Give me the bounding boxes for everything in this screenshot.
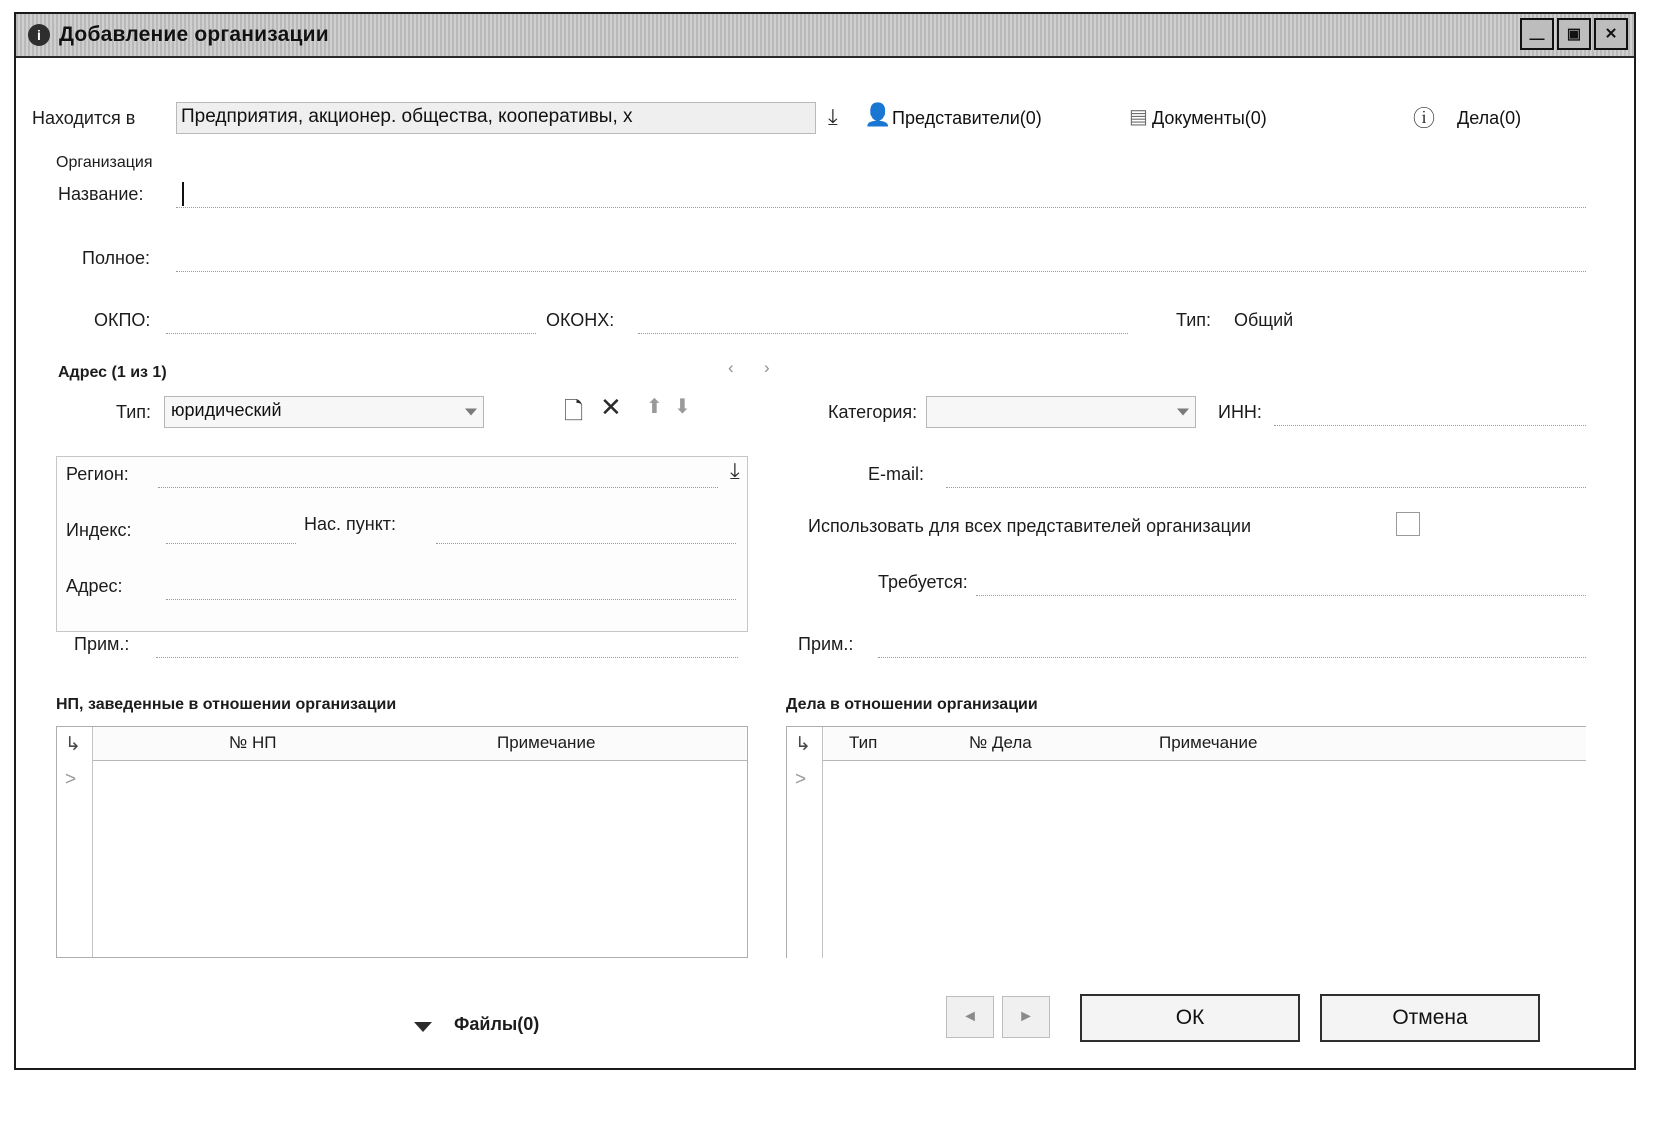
address-group-label: Адрес (1 из 1) xyxy=(58,364,167,381)
chevron-down-icon xyxy=(465,409,477,416)
document-icon[interactable]: ▤ xyxy=(1129,106,1148,128)
address-type-value: юридический xyxy=(171,400,282,420)
cases-grid-header xyxy=(787,727,1586,761)
files-label[interactable]: Файлы(0) xyxy=(454,1014,540,1034)
address-prev-button[interactable]: ‹ xyxy=(728,358,734,377)
contacts-note-label: Прим.: xyxy=(798,634,854,654)
documents-link[interactable]: Документы(0) xyxy=(1152,108,1267,128)
dialog-content xyxy=(16,58,1634,1068)
cancel-button[interactable]: Отмена xyxy=(1320,994,1540,1042)
representatives-link[interactable]: Представители(0) xyxy=(892,108,1042,128)
ok-button[interactable]: ОК xyxy=(1080,994,1300,1042)
person-icon[interactable]: 👤 xyxy=(864,102,892,127)
inn-input[interactable] xyxy=(1274,398,1586,426)
np-grid[interactable] xyxy=(56,726,748,958)
address-type-combo[interactable] xyxy=(164,396,484,428)
org-name-label: Название: xyxy=(58,184,144,204)
pick-from-list-icon-region[interactable]: ⤓ xyxy=(730,458,740,483)
org-type-value[interactable]: Общий xyxy=(1234,310,1294,330)
np-grid-title: НП, заведенные в отношении организации xyxy=(56,696,397,713)
region-input[interactable] xyxy=(158,460,718,488)
info-circle-icon-cases[interactable]: ⓘ xyxy=(1413,106,1436,131)
dialog-window xyxy=(14,12,1636,1070)
cases-grid-col-2: Примечание xyxy=(1159,733,1258,752)
use-for-all-label: Использовать для всех представителей организации xyxy=(808,516,1252,536)
text-caret xyxy=(182,182,184,206)
window-controls xyxy=(1520,18,1628,50)
maximize-button[interactable] xyxy=(1557,18,1591,50)
expand-row-icon-cases[interactable]: > xyxy=(795,769,807,790)
located-in-field[interactable]: Предприятия, акционер. общества, кооперативы, х xyxy=(176,102,816,134)
address-note-input[interactable] xyxy=(156,630,738,658)
cases-grid[interactable] xyxy=(786,726,1586,958)
address-next-button[interactable]: › xyxy=(764,358,770,377)
address-type-label: Тип: xyxy=(116,402,152,422)
np-grid-gutter xyxy=(57,727,93,957)
np-grid-col-1: Примечание xyxy=(497,733,596,752)
chevron-down-icon-category xyxy=(1177,409,1189,416)
move-up-icon[interactable]: ⬆ xyxy=(646,396,663,418)
category-label: Категория: xyxy=(828,402,918,422)
cases-grid-col-1: № Дела xyxy=(969,733,1032,752)
okonh-label: ОКОНХ: xyxy=(546,310,615,330)
org-full-label: Полное: xyxy=(82,248,151,268)
okonh-input[interactable] xyxy=(638,306,1128,334)
prev-page-button[interactable]: ◄ xyxy=(946,996,994,1038)
window-title: Добавление организации xyxy=(59,23,329,46)
close-button[interactable] xyxy=(1594,18,1628,50)
required-input[interactable] xyxy=(976,568,1586,596)
minimize-icon: — xyxy=(1529,30,1545,48)
settlement-input[interactable] xyxy=(436,516,736,544)
expand-row-icon-np[interactable]: > xyxy=(65,769,77,790)
add-record-icon[interactable]: 🗋 xyxy=(564,398,584,425)
org-full-input[interactable] xyxy=(176,244,1586,272)
np-grid-col-0: № НП xyxy=(229,733,277,752)
index-input[interactable] xyxy=(166,516,296,544)
minimize-button[interactable] xyxy=(1520,18,1554,50)
organization-group-label: Организация xyxy=(56,154,153,171)
add-record-icon-np[interactable]: ↳ xyxy=(65,734,81,755)
move-down-icon[interactable]: ⬇ xyxy=(674,396,691,418)
contacts-note-input[interactable] xyxy=(878,630,1586,658)
region-label: Регион: xyxy=(66,464,129,484)
settlement-label: Нас. пункт: xyxy=(304,514,397,534)
cases-grid-title: Дела в отношении организации xyxy=(786,696,1038,713)
address-line-label: Адрес: xyxy=(66,576,123,596)
org-name-input[interactable] xyxy=(176,180,1586,208)
np-grid-header xyxy=(57,727,747,761)
inn-label: ИНН: xyxy=(1218,402,1262,422)
email-label: E-mail: xyxy=(868,464,925,484)
email-input[interactable] xyxy=(946,460,1586,488)
cases-link[interactable]: Дела(0) xyxy=(1457,108,1522,128)
info-circle-icon: i xyxy=(28,24,50,46)
okpo-input[interactable] xyxy=(166,306,536,334)
located-in-label: Находится в xyxy=(32,108,136,128)
org-type-label: Тип: xyxy=(1176,310,1212,330)
use-for-all-checkbox[interactable] xyxy=(1396,512,1420,536)
okpo-label: ОКПО: xyxy=(94,310,151,330)
maximize-icon: ▣ xyxy=(1566,25,1582,43)
address-note-label: Прим.: xyxy=(74,634,130,654)
address-line-input[interactable] xyxy=(166,572,736,600)
title-bar[interactable] xyxy=(16,14,1634,58)
pick-from-list-icon[interactable]: ⤓ xyxy=(828,104,838,129)
delete-record-icon[interactable]: ✕ xyxy=(600,392,622,422)
next-page-button[interactable]: ► xyxy=(1002,996,1050,1038)
cases-grid-col-0: Тип xyxy=(849,733,878,752)
required-label: Требуется: xyxy=(878,572,968,592)
index-label: Индекс: xyxy=(66,520,132,540)
chevron-down-icon-files[interactable] xyxy=(414,1022,432,1032)
close-icon: ✕ xyxy=(1604,25,1618,43)
add-record-icon-cases[interactable]: ↳ xyxy=(795,734,811,755)
category-combo[interactable] xyxy=(926,396,1196,428)
cases-grid-gutter xyxy=(787,727,823,958)
